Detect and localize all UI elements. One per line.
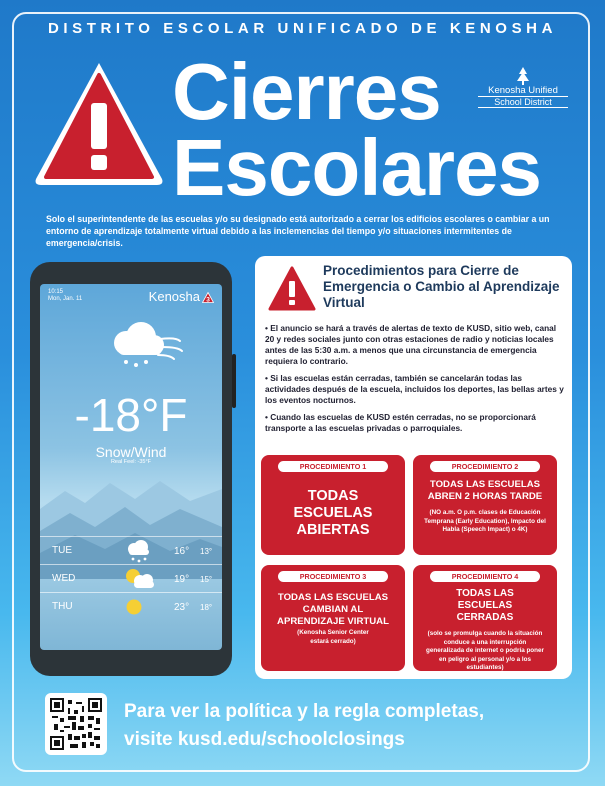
snow-cloud-icon [120, 539, 156, 563]
title-line-1: Cierres [172, 47, 441, 136]
kusd-logo [478, 66, 568, 110]
phone-illustration [30, 262, 232, 676]
forecast-day: TUE [52, 545, 72, 556]
procedure-4-box [413, 565, 557, 671]
forecast-high: 16° [174, 546, 190, 557]
alert-badge-count: 3 [206, 296, 210, 303]
screen-real-feel: Real Feel: -35°F [110, 459, 152, 465]
screen-date: Mon, Jan. 11 [48, 296, 83, 302]
screen-temperature: -18°F [74, 389, 188, 441]
bullet-item: • El anuncio se hará a través de alertas de texto de KUSD, sitio web, canal 20 y redes sociales junto con otras estaciones de radio y noticias locales antes de las 5:30 a.m. a menos que una circunstancia de emergencia requiera lo contrario. [265, 323, 557, 366]
snow-wind-cloud-icon [96, 319, 188, 369]
forecast-low: 13° [200, 547, 213, 556]
forecast-day: THU [52, 601, 73, 612]
intro-paragraph: Solo el superintendente de las escuelas y/o su designado está autorizado a cerrar los edificios escolares o cambiar a un entorno de aprendizaje totalmente virtual debido a las inclemencias del tiempo y/o situaciones intermitentes de emergencia/crisis. [46, 214, 550, 248]
procedure-tag: PROCEDIMIENTO 2 [430, 461, 540, 472]
procedures-bullets [265, 323, 565, 440]
forecast-row-wed [40, 564, 222, 593]
logo-line-1: Kenosha Unified [488, 85, 558, 96]
forecast-low: 18° [200, 603, 213, 612]
forecast-low: 15° [200, 575, 213, 584]
procedure-tag: PROCEDIMIENTO 4 [430, 571, 540, 582]
footer-line-1: Para ver la política y la regla completas, [124, 701, 485, 722]
bullet-item: • Si las escuelas están cerradas, también se cancelarán todas las actividades después de la escuela, incluidos los deportes, las bellas artes y los eventos nocturnos. [265, 373, 564, 405]
qr-code[interactable] [45, 693, 107, 755]
forecast-row-tue [40, 536, 222, 565]
logo-line-2: School District [478, 96, 568, 108]
screen-city: Kenosha [148, 289, 200, 304]
screen-clock [48, 289, 82, 303]
forecast-high: 19° [174, 574, 190, 585]
procedure-tag: PROCEDIMIENTO 1 [278, 461, 388, 472]
procedures-title: Procedimientos para Cierre de Emergencia o Cambio al Aprendizaje Virtual [323, 263, 560, 310]
forecast-high: 23° [174, 602, 190, 613]
title-line-2: Escolares [172, 123, 542, 212]
procedure-note: (NO a.m. O p.m. clases de Educación Temprana (Early Education), Impacto del Habla (Speech Impact) o 4K) [424, 509, 546, 533]
weather-app-screen [40, 284, 222, 650]
procedure-title: TODAS ESCUELAS ABIERTAS [293, 488, 373, 538]
procedures-card [255, 256, 572, 679]
warning-triangle-icon [30, 55, 168, 190]
procedure-3-box [261, 565, 405, 671]
procedure-1-box [261, 455, 405, 555]
partly-cloudy-icon [120, 567, 156, 591]
footer-link[interactable]: visite kusd.edu/schoolclosings [124, 729, 405, 750]
screen-condition: Snow/Wind [95, 444, 167, 460]
procedure-tag: PROCEDIMIENTO 3 [278, 571, 388, 582]
forecast-day: WED [52, 573, 76, 584]
kusd-logo-icon [512, 66, 534, 86]
procedure-title: TODAS LAS ESCUELAS ABREN 2 HORAS TARDE [427, 479, 543, 502]
warning-triangle-icon [268, 266, 316, 312]
bullet-item: • Cuando las escuelas de KUSD estén cerradas, no se proporcionará transporte a las escuelas privadas o parroquiales. [265, 412, 536, 433]
district-name: DISTRITO ESCOLAR UNIFICADO DE KENOSHA [47, 20, 558, 37]
phone-side-button [232, 354, 236, 408]
screen-time: 10:15 [48, 289, 64, 295]
procedure-note: (Kenosha Senior Center estará cerrado) [297, 629, 369, 645]
forecast-row-thu [40, 592, 222, 621]
procedure-note: (solo se promulga cuando la situación conduce a una interrupción generalizada de internet o podría poner en peligro al personal y/o a los estudiantes) [426, 630, 544, 671]
procedure-title: TODAS LAS ESCUELAS CERRADAS [456, 588, 514, 623]
procedure-2-box [413, 455, 557, 555]
footer-message [124, 698, 584, 754]
sun-icon [120, 595, 156, 619]
alert-badge-icon [202, 292, 214, 303]
procedure-title: TODAS LAS ESCUELAS CAMBIAN AL APRENDIZAJE VIRTUAL [277, 592, 389, 627]
qr-code-icon [50, 698, 102, 750]
